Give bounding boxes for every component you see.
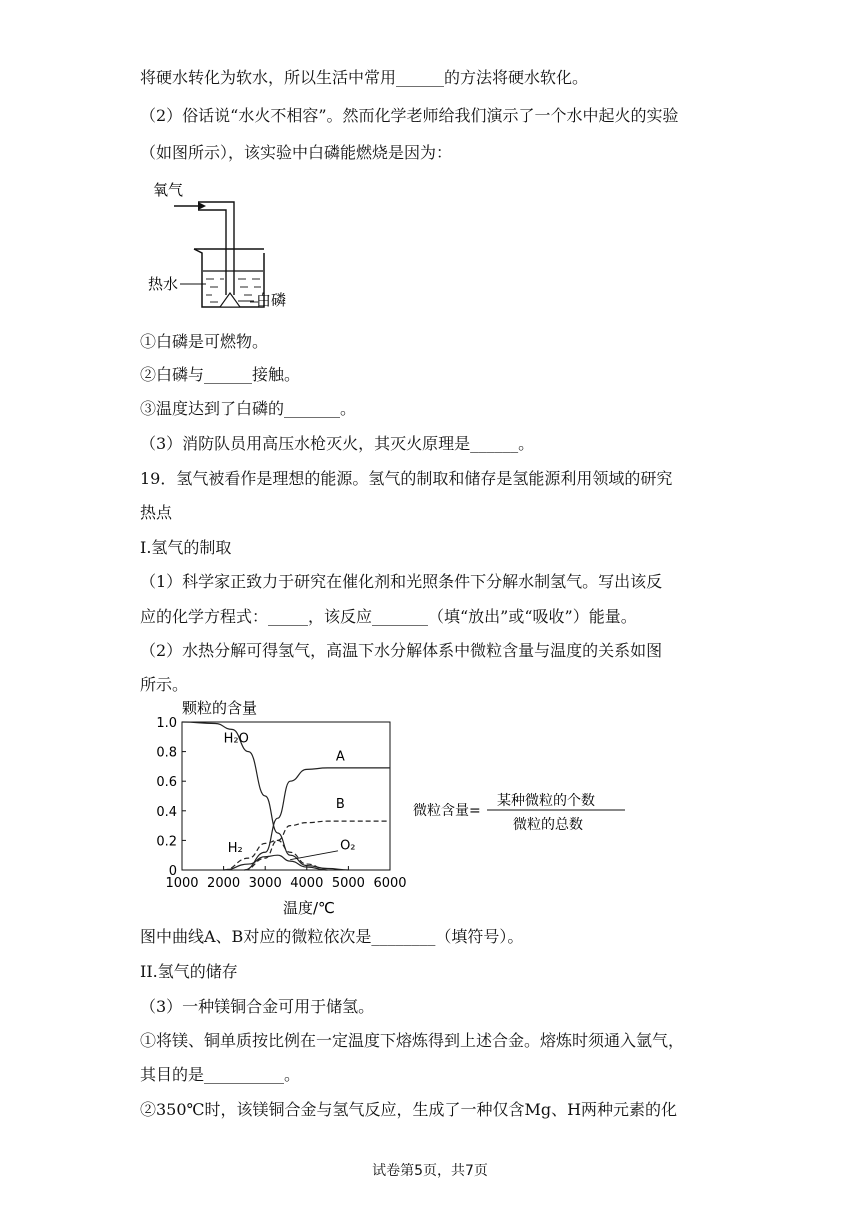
- y-tick-label: 1.0: [156, 716, 177, 731]
- text-line: 热点: [140, 503, 173, 522]
- plot-frame: [182, 722, 390, 870]
- chart-title: 颗粒的含量: [182, 699, 258, 717]
- text-line: ①白磷是可燃物。: [140, 332, 269, 351]
- y-tick-label: 0.8: [156, 745, 177, 761]
- series-line-H₂O: [182, 722, 348, 870]
- y-tick-label: 0.2: [156, 834, 177, 850]
- text-line: （3）一种镁铜合金可用于储氢。: [140, 997, 375, 1016]
- text-line: 将硬水转化为软水，所以生活中常用______的方法将硬水软化。: [140, 68, 589, 87]
- text-line: I.氢气的制取: [140, 538, 232, 557]
- x-tick-label: 4000: [290, 876, 324, 891]
- x-tick-label: 1000: [165, 876, 199, 891]
- series-line-O₂: [224, 855, 328, 870]
- x-tick-label: 5000: [331, 876, 365, 891]
- text-line: 19．氢气被看作是理想的能源。氢气的制取和储存是氢能源利用领域的研究: [140, 469, 673, 488]
- text-line: （1）科学家正致力于研究在催化剂和光照条件下分解水制氢气。写出该反: [140, 572, 663, 591]
- page-footer: 试卷第5页，共7页: [372, 1163, 488, 1179]
- particle-content-chart: [140, 695, 640, 920]
- x-axis-label: 温度/℃: [283, 899, 335, 917]
- text-line: （3）消防队员用高压水枪灭火，其灭火原理是______。: [140, 434, 535, 453]
- y-tick-label: 0.6: [156, 775, 177, 791]
- text-line: 所示。: [140, 675, 189, 694]
- text-line: ①将镁、铜单质按比例在一定温度下熔炼得到上述合金。熔炼时须通入氩气，: [140, 1031, 685, 1050]
- series-label: A: [335, 749, 345, 765]
- text-line: ②白磷与______接触。: [140, 365, 301, 384]
- text-line: （2）俗话说“水火不相容”。然而化学老师给我们演示了一个水中起火的实验: [140, 106, 679, 125]
- series-line-B: [244, 821, 390, 870]
- o2-pointer: [290, 851, 338, 860]
- experiment-diagram: [140, 175, 300, 315]
- formula-denominator: 微粒的总数: [513, 817, 583, 833]
- text-line: 图中曲线A、B对应的微粒依次是________（填符号）。: [140, 927, 524, 946]
- text-line: 其目的是__________。: [140, 1065, 301, 1084]
- series-label: H₂: [227, 841, 243, 857]
- white-phosphorus: [220, 293, 240, 307]
- y-tick-label: 0: [168, 864, 177, 879]
- phosphorus-label: 白磷: [256, 291, 287, 309]
- text-line: II.氢气的储存: [140, 962, 238, 981]
- series-label: H₂O: [223, 731, 249, 747]
- formula-numerator: 某种微粒的个数: [497, 793, 595, 809]
- y-tick-label: 0.4: [156, 804, 177, 820]
- text-line: （如图所示），该实验中白磷能燃烧是因为：: [140, 143, 453, 162]
- hot-water-label: 热水: [148, 275, 179, 293]
- arrow-head-icon: [198, 202, 206, 210]
- text-line: （2）水热分解可得氢气，高温下水分解体系中微粒含量与温度的关系如图: [140, 641, 663, 660]
- oxygen-label: 氧气: [153, 181, 184, 199]
- text-line: 应的化学方程式：_____，该反应_______（填“放出”或“吸收”）能量。: [140, 607, 637, 626]
- x-tick-label: 6000: [373, 876, 407, 891]
- text-line: ②350℃时，该镁铜合金与氢气反应，生成了一种仅含Mg、H两种元素的化: [140, 1100, 678, 1119]
- formula-lhs: 微粒含量=: [413, 803, 481, 819]
- text-line: ③温度达到了白磷的_______。: [140, 399, 357, 418]
- x-tick-label: 2000: [207, 876, 241, 891]
- series-label: O₂: [340, 838, 356, 854]
- series-label: B: [335, 796, 345, 812]
- x-tick-label: 3000: [248, 876, 282, 891]
